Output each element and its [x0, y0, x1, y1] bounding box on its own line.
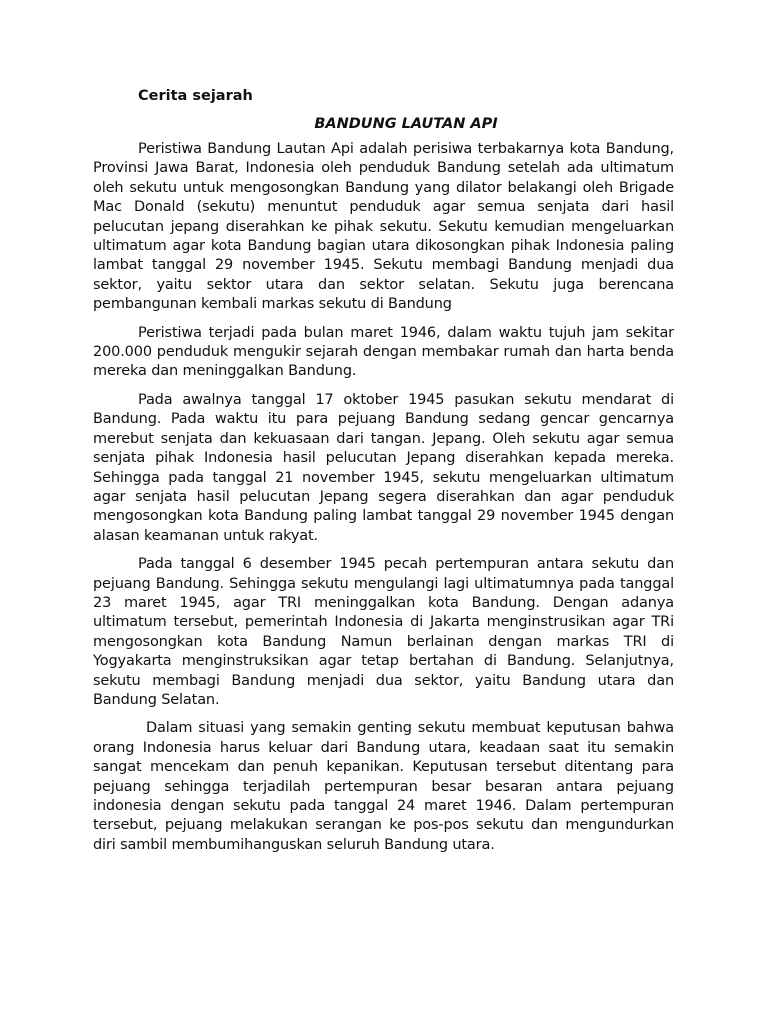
document-page — [93, 86, 674, 864]
paragraph-5: Dalam situasi yang semakin genting sekutu membuat keputusan bahwa orang Indonesia harus keluar dari Bandung utara, keadaan saat itu semakin sangat mencekam dan penuh kepanikan. Keputusan tersebut ditentang para pejuang sehingga terjadilah pertempuran besar besaran antara pejuang indonesia dengan sekutu pada tanggal 24 maret 1946. Dalam pertempuran tersebut, pejuang melakukan serangan ke pos-pos sekutu dan mengundurkan diri sambil membumihanguskan seluruh Bandung utara. — [93, 720, 674, 853]
document-title: BANDUNG LAUTAN API — [314, 116, 498, 132]
document-heading: Cerita sejarah — [138, 88, 253, 104]
paragraph-4: Pada tanggal 6 desember 1945 pecah pertempuran antara sekutu dan pejuang Bandung. Sehingga sekutu mengulangi lagi ultimatumnya pada tanggal 23 maret 1945, agar TRI meninggalkan kota Bandung. Dengan adanya ultimatum tersebut, pemerintah Indonesia di Jakarta menginstrusikan agar TRi mengosongkan kota Bandung Namun berlainan dengan markas TRI di Yogyakarta menginstruksikan agar tetap bertahan di Bandung. Selanjutnya, sekutu membagi Bandung menjadi dua sektor, yaitu Bandung utara dan Bandung Selatan. — [93, 556, 674, 708]
paragraph-3: Pada awalnya tanggal 17 oktober 1945 pasukan sekutu mendarat di Bandung. Pada waktu itu para pejuang Bandung sedang gencar gencarnya merebut senjata dan kekuasaan dari tangan. Jepang. Oleh sekutu agar semua senjata pihak Indonesia hasil pelucutan Jepang diserahkan kepada mereka. Sehingga pada tanggal 21 november 1945, sekutu mengeluarkan ultimatum agar senjata hasil pelucutan Jepang segera diserahkan dan agar penduduk mengosongkan kota Bandung paling lambat tanggal 29 november 1945 dengan alasan keamanan untuk rakyat. — [93, 391, 674, 544]
paragraph-2: Peristiwa terjadi pada bulan maret 1946, dalam waktu tujuh jam sekitar 200.000 penduduk mengukir sejarah dengan membakar rumah dan harta benda mereka dan meninggalkan Bandung. — [93, 324, 674, 380]
paragraph-1: Peristiwa Bandung Lautan Api adalah perisiwa terbakarnya kota Bandung, Provinsi Jawa Barat, Indonesia oleh penduduk Bandung setelah ada ultimatum oleh sekutu untuk mengosongkan Bandung yang dilator belakangi oleh Brigade Mac Donald (sekutu) menuntut penduduk agar semua senjata dari hasil pelucutan jepang diserahkan ke pihak sekutu. Sekutu kemudian mengeluarkan ultimatum agar kota Bandung bagian utara dikosongkan pihak Indonesia paling lambat tanggal 29 november 1945. Sekutu membagi Bandung menjadi dua sektor, yaitu sektor utara dan sektor selatan. Sekutu juga berencana pembangunan kembali markas sekutu di Bandung — [93, 141, 674, 313]
